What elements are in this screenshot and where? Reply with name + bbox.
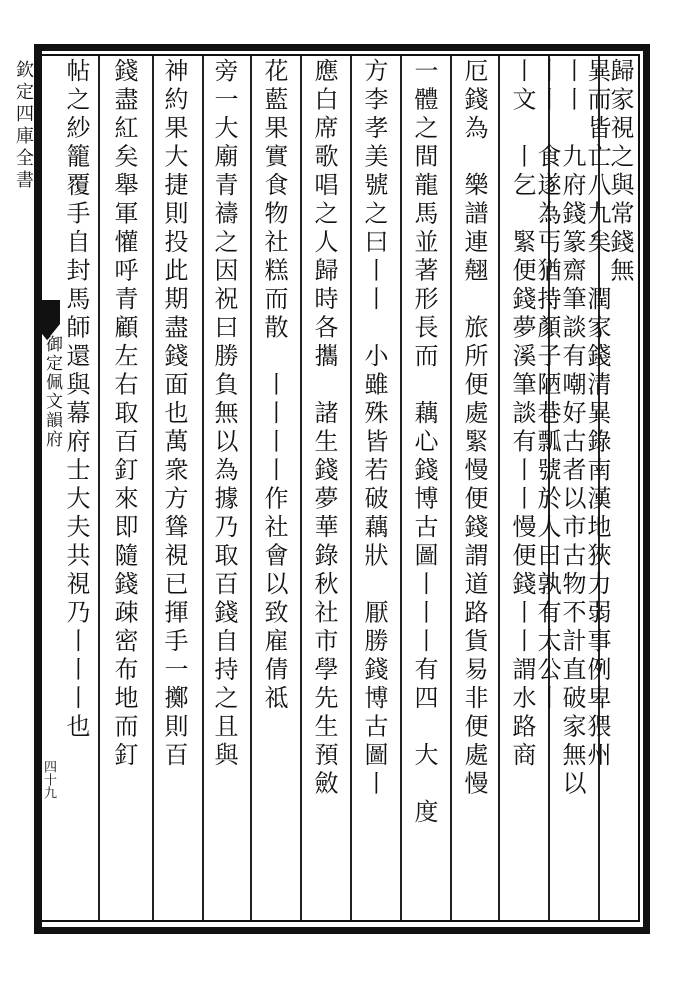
column-rule [250,56,252,920]
page-number: 四十九 [41,760,56,799]
text-column-12: 神約果大捷則投此期盡錢面也萬衆方聳視已揮手一擲則百 [160,58,188,771]
text-column-8: 方李孝美號之曰丨丨 小雖殊皆若破藕狀 厭勝錢博古圖丨 [360,58,388,799]
column-rule [98,56,100,920]
column-rule [202,56,204,920]
collection-title: 欽定四庫全書 [13,60,34,192]
column-rule [498,56,500,920]
text-column-7: 一體之間龍馬並著形長而 藕心錢博古圖丨丨丨有四 大 度 [410,58,438,828]
book-title: 御定佩文韻府 [42,335,62,449]
text-column-2: 異而皆亡八九矣 潤家錢清異錄南漢地狹力弱事例卑猥州 [583,58,611,771]
text-column-3: 丨丨 九府錢篆齋筆談有嘲好古者以市古物不計直破家無以 [558,58,586,799]
column-rule [350,56,352,920]
text-column-4: 丨丨 食遂為丐猶持顏子陋巷瓢號於人曰孰有太公丨 [533,58,561,714]
text-column-11: 旁一大廟青禱之因祝曰勝負無以為據乃取百錢自持之且與 [210,58,238,771]
text-column-13: 錢盡紅矣舉軍懽呼青顧左右取百釘來即隨錢疎密布地而釘 [110,58,138,771]
text-column-5: 丨文 丨乞 緊便錢夢溪筆談有丨丨慢便錢丨丨謂水路商 [508,58,536,771]
text-column-6: 厄錢為 樂譜連翹 旅所便處緊慢便錢謂道路貨易非便處慢 [460,58,488,799]
column-rule [152,56,154,920]
text-column-1: 歸家視之與常錢無 [606,58,634,286]
column-rule [400,56,402,920]
text-column-14: 帖之紗籠覆手自封馬師還與幕府士大夫共視乃丨丨丨也 [62,58,90,742]
column-rule [450,56,452,920]
column-rule [300,56,302,920]
text-column-10: 花藍果實食物社糕而散 丨丨丨丨作社會以致雇倩祗 [260,58,288,714]
text-column-9: 應白席歌唱之人歸時各攜 諸生錢夢華錄秋社市學先生預斂 [310,58,338,799]
